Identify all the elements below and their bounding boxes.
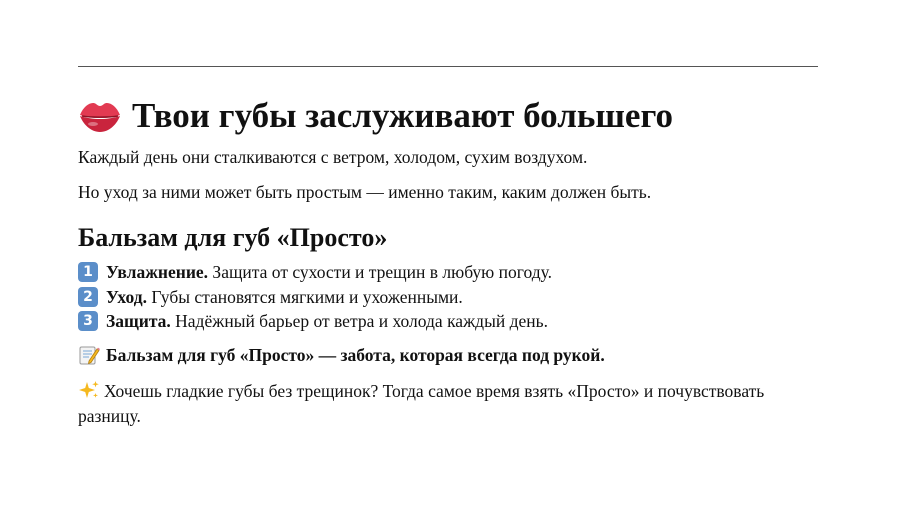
intro-line-2: Но уход за ними может быть простым — именно таким, каким должен быть. bbox=[78, 182, 652, 202]
benefit-text: Надёжный барьер от ветра и холода каждый день. bbox=[170, 311, 548, 331]
list-item bbox=[78, 309, 552, 334]
benefits-list bbox=[78, 260, 552, 334]
list-item bbox=[78, 260, 552, 285]
top-divider bbox=[78, 66, 818, 67]
benefit-text: Губы становятся мягкими и ухоженными. bbox=[146, 286, 463, 307]
memo-icon bbox=[78, 344, 100, 366]
sparkles-icon bbox=[78, 380, 100, 400]
closing-paragraph bbox=[78, 379, 818, 429]
keycap-1-icon: 1 bbox=[78, 262, 98, 282]
lips-icon bbox=[78, 96, 122, 136]
closing-text: Хочешь гладкие губы без трещинок? Тогда самое время взять «Просто» и почувствовать разницу. bbox=[78, 381, 765, 426]
benefit-text: Защита от сухости и трещин в любую погоду. bbox=[208, 262, 553, 282]
benefit-title: Уход. bbox=[106, 286, 147, 307]
page-title bbox=[78, 92, 673, 140]
page-title-text: Твои губы заслуживают большего bbox=[132, 96, 673, 135]
product-heading: Бальзам для губ «Просто» bbox=[78, 223, 388, 252]
keycap-2-icon: 2 bbox=[78, 287, 98, 307]
benefit-title: Защита. bbox=[106, 311, 171, 331]
product-note bbox=[78, 343, 605, 367]
keycap-3-icon: 3 bbox=[78, 311, 98, 331]
product-note-text: Бальзам для губ «Просто» — забота, которая всегда под рукой. bbox=[106, 345, 605, 365]
intro-line-1: Каждый день они сталкиваются с ветром, холодом, сухим воздухом. bbox=[78, 147, 588, 167]
benefit-title: Увлажнение. bbox=[106, 262, 209, 282]
list-item bbox=[78, 285, 552, 310]
